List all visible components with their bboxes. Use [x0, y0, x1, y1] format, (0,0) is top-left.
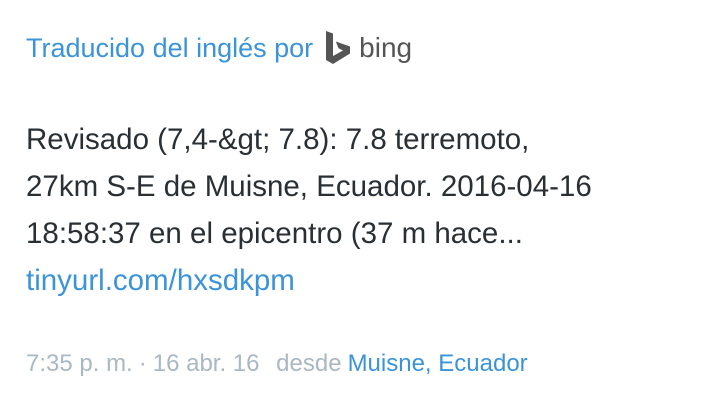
bing-wordmark: bing: [359, 32, 413, 63]
tweet-text-line: Revisado (7,4-&gt; 7.8): 7.8 terremoto,: [26, 123, 530, 156]
bing-logo[interactable]: [323, 30, 412, 66]
translation-attribution: [26, 30, 412, 66]
translated-by-link[interactable]: Traducido del inglés por: [26, 33, 314, 63]
bing-logo-icon: [323, 30, 353, 66]
tweet-time[interactable]: 7:35 p. m.: [26, 350, 133, 377]
meta-separator: ·: [138, 350, 147, 377]
location-link[interactable]: Muisne, Ecuador: [347, 350, 528, 377]
tweet-metadata: [26, 347, 528, 381]
tweet-date[interactable]: 16 abr. 16: [152, 350, 260, 377]
from-label: desde: [276, 350, 342, 377]
tweet-link[interactable]: tinyurl.com/hxsdkpm: [26, 264, 295, 297]
tweet-text-line: 18:58:37 en el epicentro (37 m hace...: [26, 217, 523, 250]
tweet-text-line: 27km S-E de Muisne, Ecuador. 2016-04-16: [26, 170, 592, 203]
tweet-text: [26, 116, 706, 304]
